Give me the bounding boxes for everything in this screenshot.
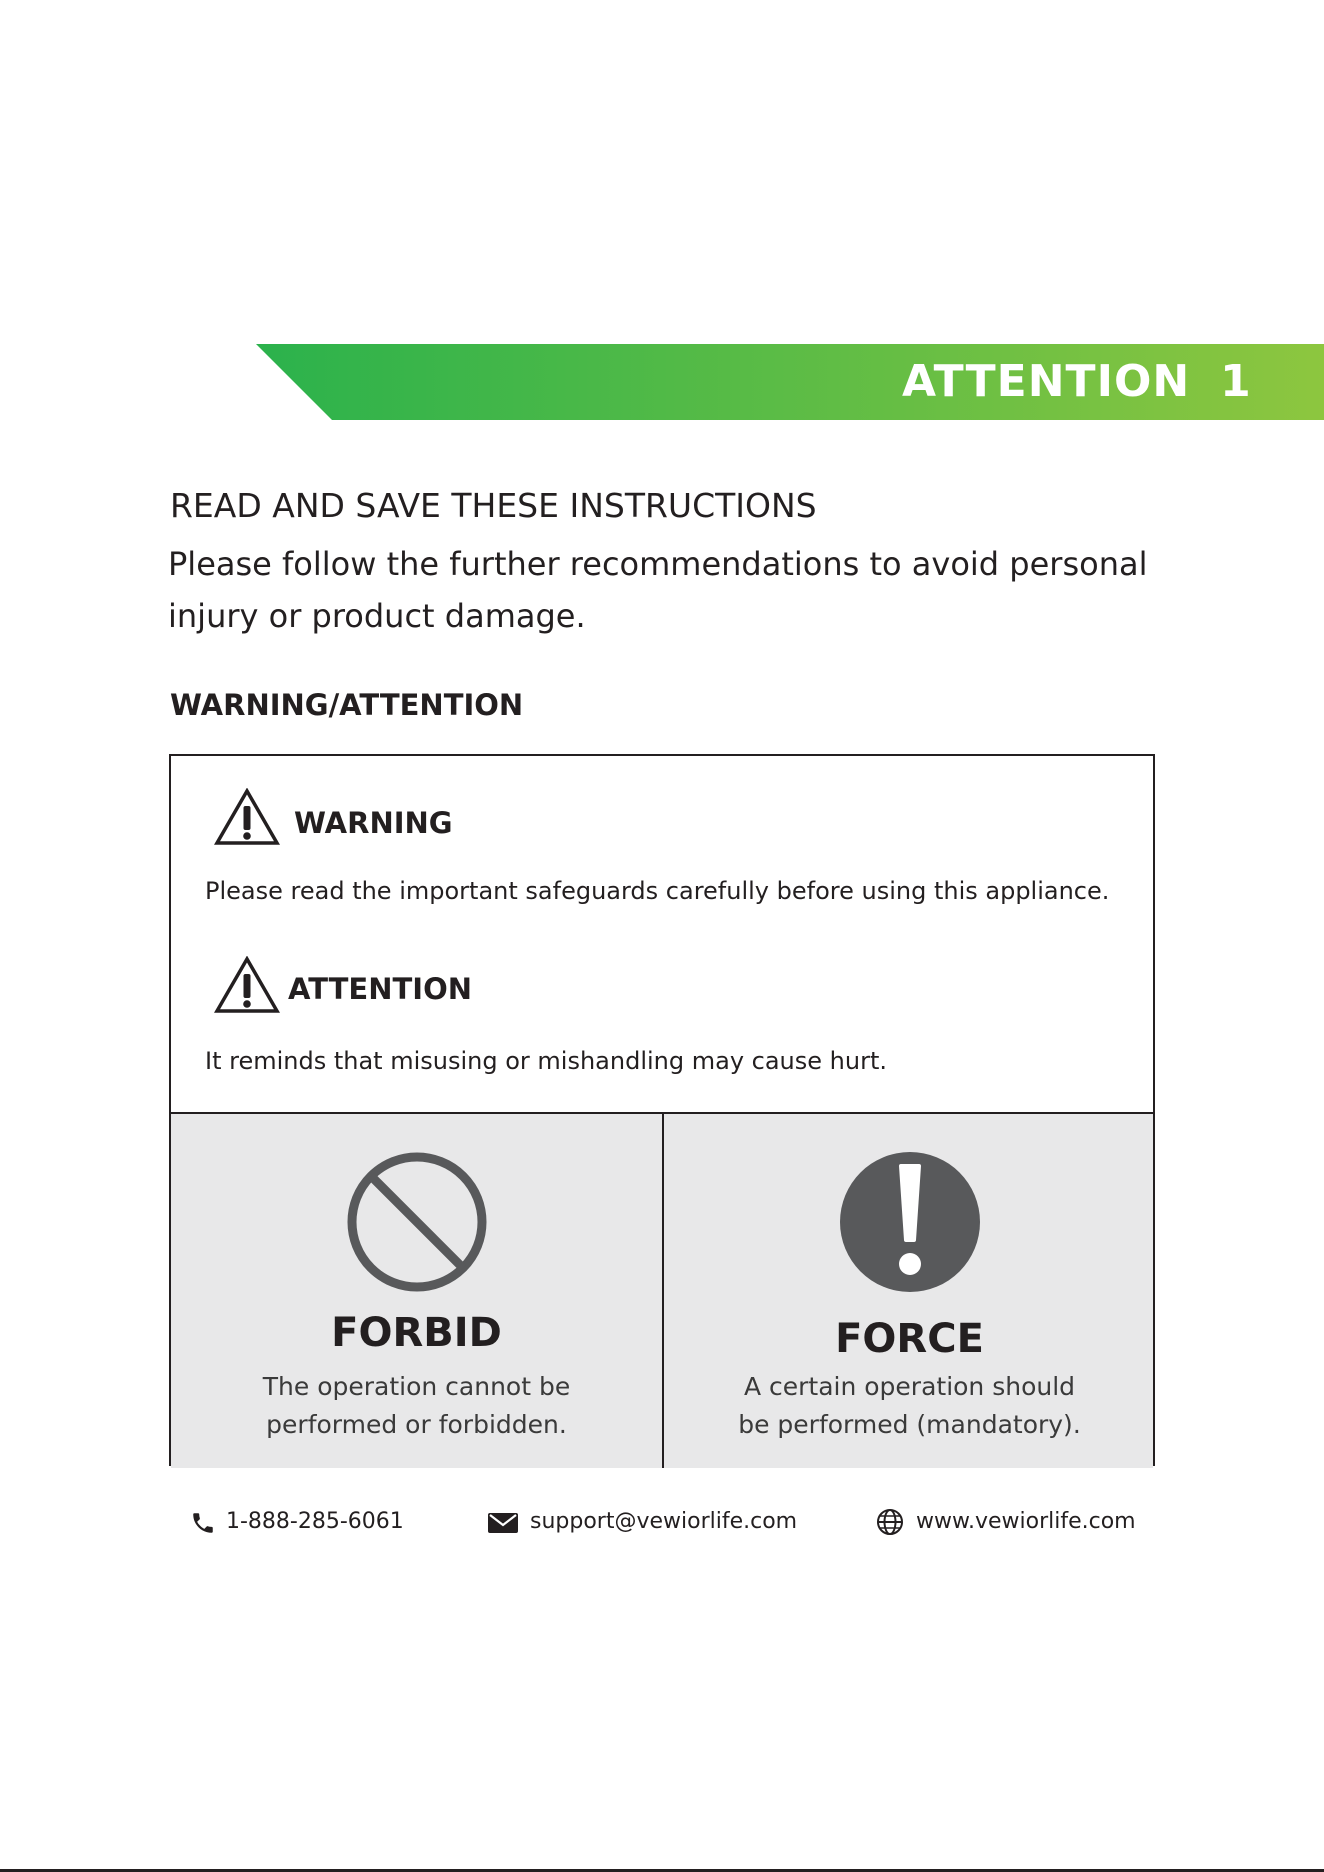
forbid-cell <box>171 1114 664 1468</box>
banner-title <box>902 352 1252 412</box>
warning-text: Please read the important safeguards carefully before using this appliance. <box>205 877 1110 905</box>
exclamation-circle-icon <box>840 1152 980 1292</box>
envelope-icon <box>488 1511 518 1535</box>
warning-label: WARNING <box>294 806 453 840</box>
attention-text: It reminds that misusing or mishandling may cause hurt. <box>205 1047 887 1075</box>
intro-line-2: injury or product damage. <box>168 597 586 635</box>
website-url: www.vewiorlife.com <box>916 1509 1136 1534</box>
phone-number: 1-888-285-6061 <box>226 1509 404 1534</box>
force-cell <box>664 1114 1155 1468</box>
banner-page-number: 1 <box>1220 356 1252 407</box>
forbid-desc-line-1: The operation cannot be <box>262 1372 571 1401</box>
force-desc-line-2: be performed (mandatory). <box>738 1410 1081 1439</box>
attention-label: ATTENTION <box>288 972 472 1006</box>
section-subheading: WARNING/ATTENTION <box>170 688 524 722</box>
symbols-grid <box>171 1112 1153 1468</box>
globe-icon <box>876 1508 904 1536</box>
page-heading: READ AND SAVE THESE INSTRUCTIONS <box>170 486 817 525</box>
warning-triangle-icon <box>214 788 280 846</box>
symbols-definitions <box>171 756 1153 1114</box>
intro-line-1: Please follow the further recommendations to avoid personal <box>168 545 1148 583</box>
prohibited-icon <box>345 1150 489 1294</box>
force-title: FORCE <box>835 1316 984 1362</box>
forbid-title: FORBID <box>331 1310 502 1356</box>
force-desc-line-1: A certain operation should <box>743 1372 1076 1401</box>
attention-triangle-icon <box>214 956 280 1014</box>
symbols-box <box>169 754 1155 1466</box>
phone-icon <box>190 1510 216 1536</box>
email-address: support@vewiorlife.com <box>530 1509 798 1534</box>
forbid-desc-line-2: performed or forbidden. <box>266 1410 567 1439</box>
force-description <box>664 1368 1155 1444</box>
forbid-description <box>171 1368 662 1444</box>
intro-paragraph <box>168 538 1178 642</box>
banner-title-text: ATTENTION <box>902 356 1191 407</box>
contact-bar <box>0 1500 1324 1544</box>
